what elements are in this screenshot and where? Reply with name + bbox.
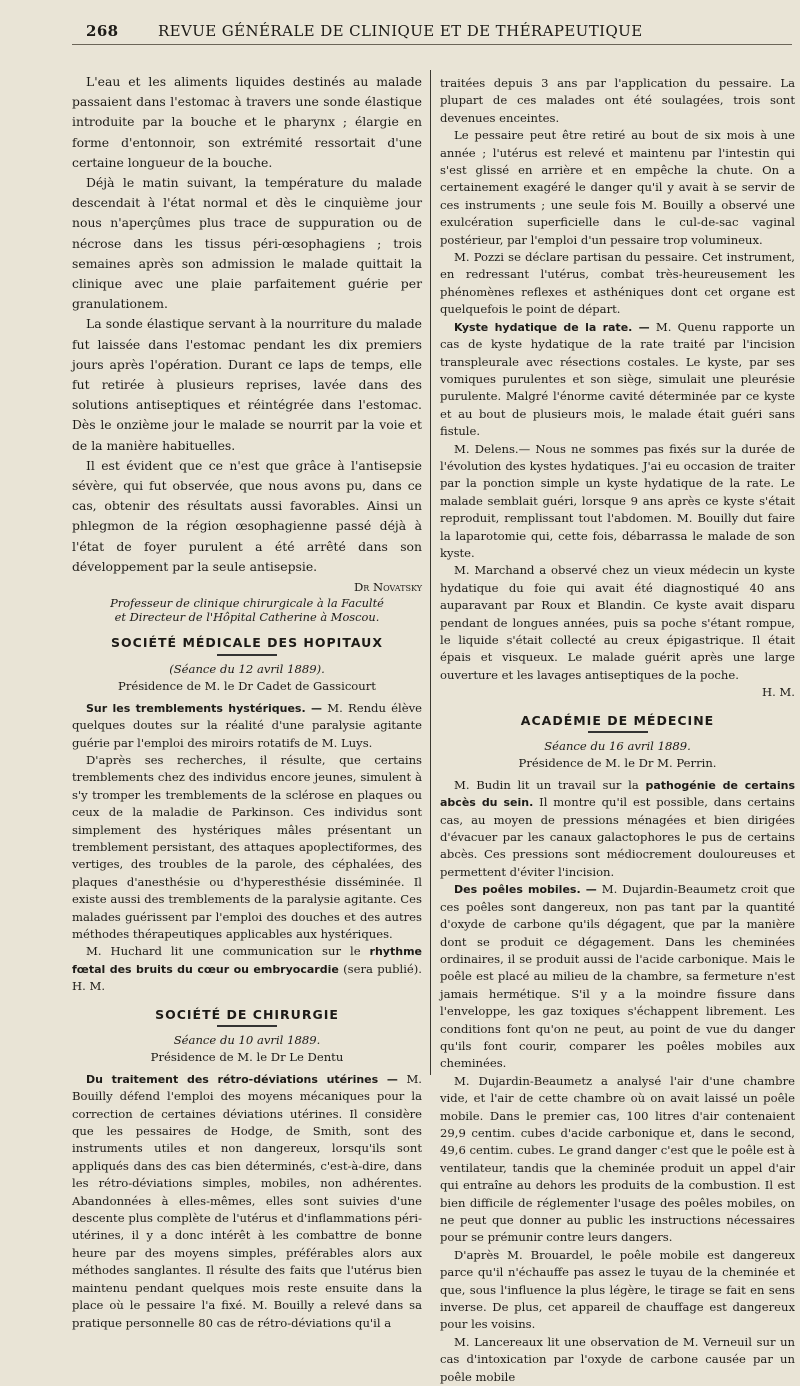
section-heading-academie: ACADÉMIE DE MÉDECINE xyxy=(520,712,715,728)
subsection-title: Kyste hydatique de la rate. — xyxy=(454,320,650,334)
subsection-title: Du traitement des rétro-déviations utérines — xyxy=(86,1072,398,1086)
paragraph xyxy=(72,943,422,995)
paragraph: Déjà le matin suivant, la température du malade descendait à l'état normal et dès le cinquième jour nous n'aperçûmes plus trace de suppuration ou de nécrose dans les tissus péri-œsophagiens ; trois semaines après son admission le malade quittait la clinique avec une plaie parfaitement guérie per granulationem. xyxy=(72,175,422,312)
paragraph: L'eau et les aliments liquides destinés au malade passaient dans l'estomac à travers une sonde élastique introduite par la bouche et le pharynx ; élargie en forme d'entonnoir, son extrémité ressortait d'une certaine longueur de la bouche. xyxy=(72,74,422,170)
bold-phrase: rhythme fœtal des bruits du cœur ou embryocardie xyxy=(72,945,422,976)
heading-rule xyxy=(588,731,648,733)
initials-signature: H. M. xyxy=(72,979,106,994)
paragraph xyxy=(72,700,422,752)
presidence-line: Présidence de M. le Dr Le Dentu xyxy=(150,1050,344,1065)
page-number: 268 xyxy=(86,22,119,40)
paragraph: Le pessaire peut être retiré au bout de six mois à une année ; l'utérus est relevé et maintenu par l'intestin qui s'est glissé en arrière et en empêche la chute. On a certainement exagéré le danger qu'il y avait à se servir de ces instruments ; une seule fois M. Bouilly a observé une exulcération superficielle dans le cul-de-sac vaginal postérieur, par l'emploi d'un pessaire trop volumineux. xyxy=(440,128,795,247)
session-date: (Séance du 12 avril 1889). xyxy=(169,661,325,676)
author-signature: Dr Novatsky xyxy=(353,580,422,595)
bold-phrase: pathogénie de certains abcès du sein. xyxy=(440,778,795,810)
paragraph: M. Pozzi se déclare partisan du pessaire. Cet instrument, en redressant l'utérus, combat très-heureusement les phénomènes reflexes et asthéniques dont cet organe est quelquefois le point de départ. xyxy=(440,250,795,317)
paragraph-text: M. Budin lit un travail sur la xyxy=(454,777,639,792)
author-title-line: Professeur de clinique chirurgicale à la Faculté xyxy=(110,596,384,611)
paragraph: D'après ses recherches, il résulte, que certains tremblements chez des individus encore jeunes, simulent à s'y tromper les tremblements de la sclérose en plaques ou ceux de la maladie de Parkinson. Ces individus sont simplement des hystériques mâles présentant un tremblement persistant, des attaques apoplectiformes, des vertiges, des troubles de la parole, des céphalées, des plaques d'anesthésie ou d'hyperesthésie disséminée. Il existe aussi des tremblements de la paralysie agitante. Ces malades guérissent par l'emploi des douches et des autres méthodes thérapeutiques applicables aux hystériques. xyxy=(72,752,422,941)
paragraph xyxy=(72,1071,422,1332)
session-date: Séance du 10 avril 1889. xyxy=(173,1033,321,1048)
journal-title: REVUE GÉNÉRALE DE CLINIQUE ET DE THÉRAPEUTIQUE xyxy=(157,22,643,40)
paragraph-text: M. Quenu rapporte un cas de kyste hydatique de la rate traité par l'incision transpleurale avec résections costales. Le kyste, par ses vomiques purulentes et son siège, simulait une pleurésie purulente. Malgré l'énorme cavité déterminée par ce kyste et au bout de plusieurs mois, le malade était guéri sans fistule. xyxy=(440,319,796,439)
paragraph: La sonde élastique servant à la nourriture du malade fut laissée dans l'estomac pendant les dix premiers jours après l'opération. Durant ce laps de temps, elle fut retirée à plusieurs reprises, lavée dans des solutions antiseptiques et réintégrée dans l'estomac. Dès le onzième jour le malade se nourrit par la voie et de la manière habituelles. xyxy=(72,316,422,453)
initials-signature: H. M. xyxy=(761,685,795,700)
subsection-title: Sur les tremblements hystériques. — xyxy=(86,701,323,715)
heading-rule xyxy=(217,1025,277,1027)
author-title-line: et Directeur de l'Hôpital Catherine à Moscou. xyxy=(114,610,380,625)
section-heading-soc-med: SOCIÉTÉ MÉDICALE DES HOPITAUX xyxy=(111,635,383,651)
paragraph xyxy=(440,777,795,881)
paragraph-text: (sera publié). xyxy=(343,961,422,976)
presidence-line: Présidence de M. le Dr M. Perrin. xyxy=(518,756,717,771)
paragraph: M. Delens.— Nous ne sommes pas fixés sur la durée de l'évolution des kystes hydatiques. J'ai eu occasion de traiter par la ponction simple un kyste hydatique de la rate. Le malade semblait guéri, lorsque 9 ans après ce kyste s'était reproduit, remplissant tout l'abdomen. M. Bouilly dut faire la laparotomie qui, cette fois, débarrassa le malade de son kyste. xyxy=(440,441,795,560)
paragraph: M. Marchand a observé chez un vieux médecin un kyste hydatique du foie qui avait été diagnostiqué 40 ans auparavant par Roux et Blandin. Ce kyste avait disparu pendant de longues années, puis sa poche s'étant rompue, le liquide s'était collecté au creux épigastrique. Il était épais et visqueux. Le malade guérit après une large ouverture et les lavages antiseptiques de la poche. xyxy=(440,563,795,682)
paragraph xyxy=(440,881,795,1072)
paragraph-text: M. Huchard lit une communication sur le xyxy=(86,944,361,959)
paragraph: Il est évident que ce n'est que grâce à l'antisepsie sévère, qui fut observée, que nous avons pu, dans ce cas, obtenir des résultats aussi favorables. Ainsi un phlegmon de la région œsophagienne passé déjà à l'état de foyer purulent a été arrêté dans son développement par la seule antisepsie. xyxy=(72,457,422,574)
paragraph: M. Lancereaux lit une observation de M. Verneuil sur un cas d'intoxication par l'oxyde de carbone causée par un poêle mobile xyxy=(440,1334,795,1384)
paragraph-text: M. Dujardin-Beaumetz croit que ces poêles sont dangereux, non pas tant par la quantité d'oxyde de carbone qu'ils dégagent, que par la manière dont se produit ce dégagement. Dans les cheminées ordinaires, il se produit aussi de l'acide carbonique. Mais le poêle est placé au milieu de la chambre, sa fermeture n'est jamais hermétique. S'il y a la moindre fissure dans l'enveloppe, les gaz toxiques s'échappent librement. Les conditions font qu'on ne peut, au point de vue du danger qu'ils font courir, comparer les poêles mobiles aux cheminées. xyxy=(440,882,796,1071)
section-heading-soc-chir: SOCIÉTÉ DE CHIRURGIE xyxy=(155,1006,339,1022)
right-column xyxy=(440,75,795,1386)
paragraph: traitées depuis 3 ans par l'application du pessaire. La plupart de ces malades ont été soulagées, trois sont devenues enceintes. xyxy=(440,76,795,125)
left-column xyxy=(72,72,422,1332)
paragraph xyxy=(440,319,795,441)
paragraph-text: M. Rendu élève quelques doutes sur la réalité d'une paralysie agitante guérie par l'emploi des miroirs rotatifs de M. Luys. xyxy=(72,700,423,750)
header-rule xyxy=(72,44,792,45)
heading-rule xyxy=(217,654,277,656)
paragraph-text: Il montre qu'il est possible, dans certains cas, au moyen de pressions ménagées et bien dirigées d'évacuer par les canaux galactophores le pus de certains abcès. Ces pressions sont médiocrement douloureuses et permettent d'éviter l'incision. xyxy=(440,795,795,879)
intro-text xyxy=(72,72,422,577)
paragraph: M. Dujardin-Beaumetz a analysé l'air d'une chambre vide, et l'air de cette chambre où on avait laissé un poêle mobile. Dans le premier cas, 100 litres d'air contenaient 29,9 centim. cubes d'acide carbonique et, dans le second, 49,6 centim. cubes. Le grand danger c'est que le poêle est à ventilateur, tandis que la cheminée produit un appel d'air qui entraîne au dehors les produits de la combustion. Il est bien difficile de réglementer l'usage des poêles mobiles, on ne peut que donner au public les instructions nécessaires pour se prémunir contre leurs dangers. xyxy=(440,1073,795,1245)
subsection-title: Des poêles mobiles. — xyxy=(454,883,597,897)
page-header xyxy=(86,22,660,40)
column-separator xyxy=(430,70,431,1075)
paragraph: D'après M. Brouardel, le poêle mobile est dangereux parce qu'il n'échauffe pas assez le tuyau de la cheminée et que, sous l'influence la plus légère, le tirage se fait en sens inverse. De plus, cet appareil de chauffage est dangereux pour les voisins. xyxy=(440,1247,795,1332)
presidence-line: Présidence de M. le Dr Cadet de Gassicourt xyxy=(118,679,376,694)
paragraph-text: M. Bouilly défend l'emploi des moyens mécaniques pour la correction de certaines déviations utérines. Il considère que les pessaires de Hodge, de Smith, sont des instruments utiles et non dangereux, lorsqu'ils sont appliqués dans des cas bien déterminés, c'est-à-dire, dans les rétro-déviations simples, mobiles, non adhérentes. Abandonnées à elles-mêmes, elles sont suivies d'une descente plus complète de l'utérus et d'inflammations péri-utérines, il y a donc intérêt à les combattre de bonne heure par des moyens simples, préférables alors aux méthodes sanglantes. Il résulte des faits que l'utérus bien maintenu pendant quelques mois reste ensuite dans la place où le pessaire l'a fixé. M. Bouilly a relevé dans sa pratique personnelle 80 cas de rétro-déviations qu'il a xyxy=(72,1071,422,1330)
session-date: Séance du 16 avril 1889. xyxy=(544,739,691,754)
